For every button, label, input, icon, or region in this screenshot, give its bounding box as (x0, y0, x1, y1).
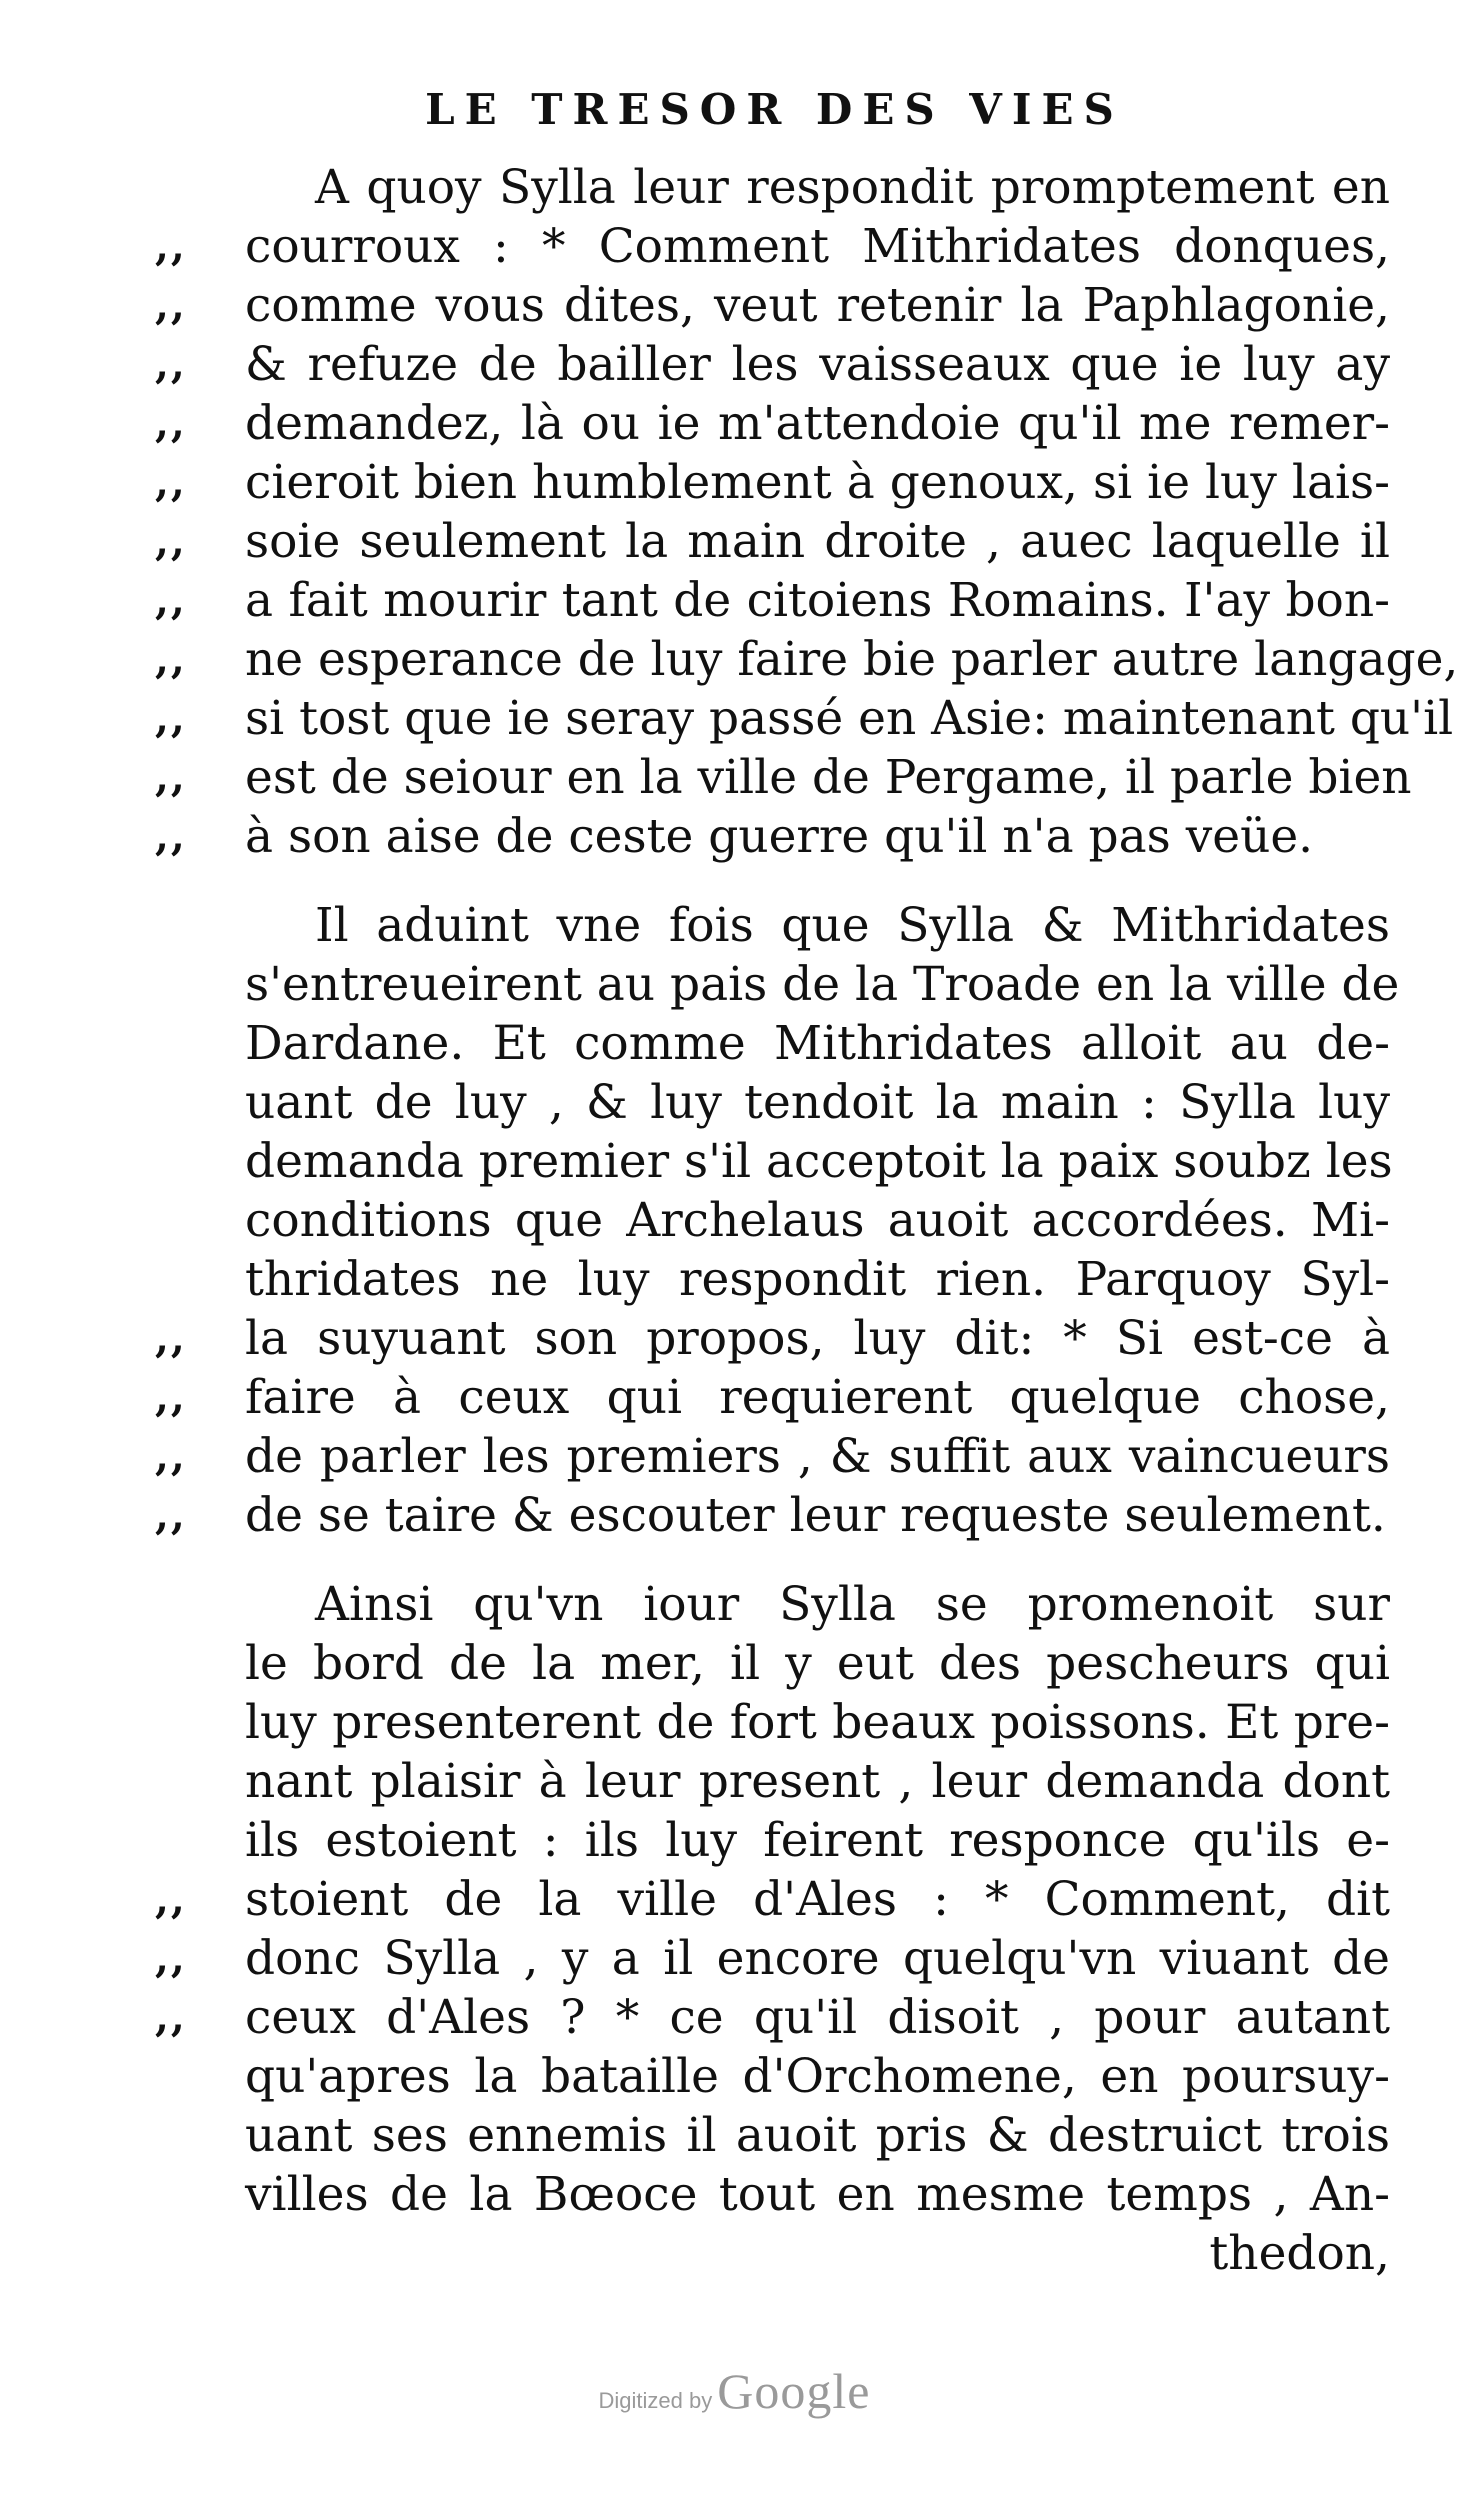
text-line (150, 955, 1400, 1014)
text-line (150, 1929, 1390, 1988)
quotation-marker: ,, (155, 341, 187, 388)
line-text: qu'apres la bataille d'Orchomene, en poursuy- (245, 2049, 1390, 2104)
line-text: ceux d'Ales ? * ce qu'il disoit , pour autant (245, 1990, 1390, 2045)
line-text: Ainsi qu'vn iour Sylla se promenoit sur (315, 1577, 1390, 1632)
google-logo: Google (717, 2363, 871, 2419)
line-text: thridates ne luy respondit rien. Parquoy Syl- (245, 1252, 1390, 1307)
line-text: donc Sylla , y a il encore quelqu'vn viuant de (245, 1931, 1390, 1986)
line-text: courroux : * Comment Mithridates donques, (245, 219, 1390, 274)
line-text: nant plaisir à leur present , leur demanda dont (245, 1754, 1390, 1809)
quotation-marker: ,, (155, 636, 187, 683)
text-line (150, 512, 1390, 571)
digitized-by-label: Digitized by (598, 2388, 713, 2413)
quotation-marker: ,, (155, 1935, 187, 1982)
text-line (150, 1014, 1390, 1073)
line-text: demanda premier s'il acceptoit la paix soubz les (245, 1134, 1393, 1189)
quotation-marker: ,, (155, 223, 187, 270)
text-line (150, 1132, 1393, 1191)
line-text: & refuze de bailler les vaisseaux que ie luy ay (245, 337, 1390, 392)
paragraph (150, 158, 1459, 866)
line-text: luy presenterent de fort beaux poissons. Et pre- (245, 1695, 1390, 1750)
text-line (150, 217, 1390, 276)
quotation-marker: ,, (155, 577, 187, 624)
text-line (150, 335, 1390, 394)
line-text: est de seiour en la ville de Pergame, il parle bien (245, 750, 1412, 805)
digitization-watermark (0, 2362, 1469, 2420)
text-line (150, 1811, 1390, 1870)
line-text: conditions que Archelaus auoit accordées. Mi- (245, 1193, 1390, 1248)
text-line (150, 1634, 1390, 1693)
text-line (150, 1752, 1390, 1811)
line-text: de parler les premiers , & suffit aux vaincueurs (245, 1429, 1390, 1484)
page-body (150, 158, 1459, 2313)
quotation-marker: ,, (155, 1876, 187, 1923)
line-text: cieroit bien humblement à genoux, si ie luy lais- (245, 455, 1390, 510)
text-line (150, 2224, 1390, 2283)
quotation-marker: ,, (155, 1315, 187, 1362)
line-text: ne esperance de luy faire bie parler autre langage, (245, 632, 1459, 687)
quotation-marker: ,, (155, 1374, 187, 1421)
quotation-marker: ,, (155, 459, 187, 506)
line-text: ils estoient : ils luy feirent responce qu'ils e- (245, 1813, 1390, 1868)
line-text: faire à ceux qui requierent quelque chose, (245, 1370, 1390, 1425)
line-text: villes de la Bœoce tout en mesme temps , An- (245, 2167, 1390, 2222)
text-line (150, 158, 1390, 217)
line-text: de se taire & escouter leur requeste seulement. (245, 1488, 1386, 1543)
line-text: comme vous dites, veut retenir la Paphlagonie, (245, 278, 1390, 333)
quotation-marker: ,, (155, 1433, 187, 1480)
text-line (150, 276, 1390, 335)
text-line (150, 2165, 1390, 2224)
text-line (150, 1693, 1390, 1752)
line-text: la suyuant son propos, luy dit: * Si est-ce à (245, 1311, 1390, 1366)
line-text: uant de luy , & luy tendoit la main : Sylla luy (245, 1075, 1390, 1130)
line-text: Dardane. Et comme Mithridates alloit au de- (245, 1016, 1390, 1071)
text-line (150, 1368, 1390, 1427)
text-line (150, 896, 1390, 955)
text-line (150, 1073, 1390, 1132)
line-text: s'entreueirent au pais de la Troade en la ville de (245, 957, 1400, 1012)
text-line (150, 1575, 1390, 1634)
text-line (150, 1309, 1390, 1368)
quotation-marker: ,, (155, 282, 187, 329)
line-text: le bord de la mer, il y eut des pescheurs qui (245, 1636, 1390, 1691)
line-text: a fait mourir tant de citoiens Romains. I'ay bon- (245, 573, 1390, 628)
line-text: stoient de la ville d'Ales : * Comment, dit (245, 1872, 1390, 1927)
text-line (150, 748, 1412, 807)
quotation-marker: ,, (155, 518, 187, 565)
quotation-marker: ,, (155, 1492, 187, 1539)
text-line (150, 630, 1459, 689)
text-line (150, 394, 1390, 453)
quotation-marker: ,, (155, 813, 187, 860)
quotation-marker: ,, (155, 695, 187, 742)
text-line (150, 1191, 1390, 1250)
text-line (150, 1486, 1390, 1545)
line-text: Il aduint vne fois que Sylla & Mithridates (315, 898, 1390, 953)
paragraph (150, 896, 1400, 1545)
line-text: soie seulement la main droite , auec laquelle il (245, 514, 1390, 569)
text-line (150, 1427, 1390, 1486)
line-text: à son aise de ceste guerre qu'il n'a pas veüe. (245, 809, 1314, 864)
text-line (150, 1250, 1390, 1309)
running-title: LE TRESOR DES VIES (425, 85, 1124, 134)
text-line (150, 571, 1390, 630)
quotation-marker: ,, (155, 1994, 187, 2041)
text-line (150, 689, 1454, 748)
paragraph (150, 1575, 1390, 2283)
quotation-marker: ,, (155, 400, 187, 447)
text-line (150, 1870, 1390, 1929)
line-text: thedon, (1209, 2226, 1390, 2281)
line-text: si tost que ie seray passé en Asie: maintenant qu'il (245, 691, 1454, 746)
text-line (150, 2106, 1390, 2165)
line-text: demandez, là ou ie m'attendoie qu'il me remer- (245, 396, 1390, 451)
line-text: uant ses ennemis il auoit pris & destruict trois (245, 2108, 1390, 2163)
line-text: A quoy Sylla leur respondit promptement en (315, 160, 1390, 215)
text-line (150, 1988, 1390, 2047)
quotation-marker: ,, (155, 754, 187, 801)
text-line (150, 2047, 1390, 2106)
text-line (150, 807, 1390, 866)
text-line (150, 453, 1390, 512)
